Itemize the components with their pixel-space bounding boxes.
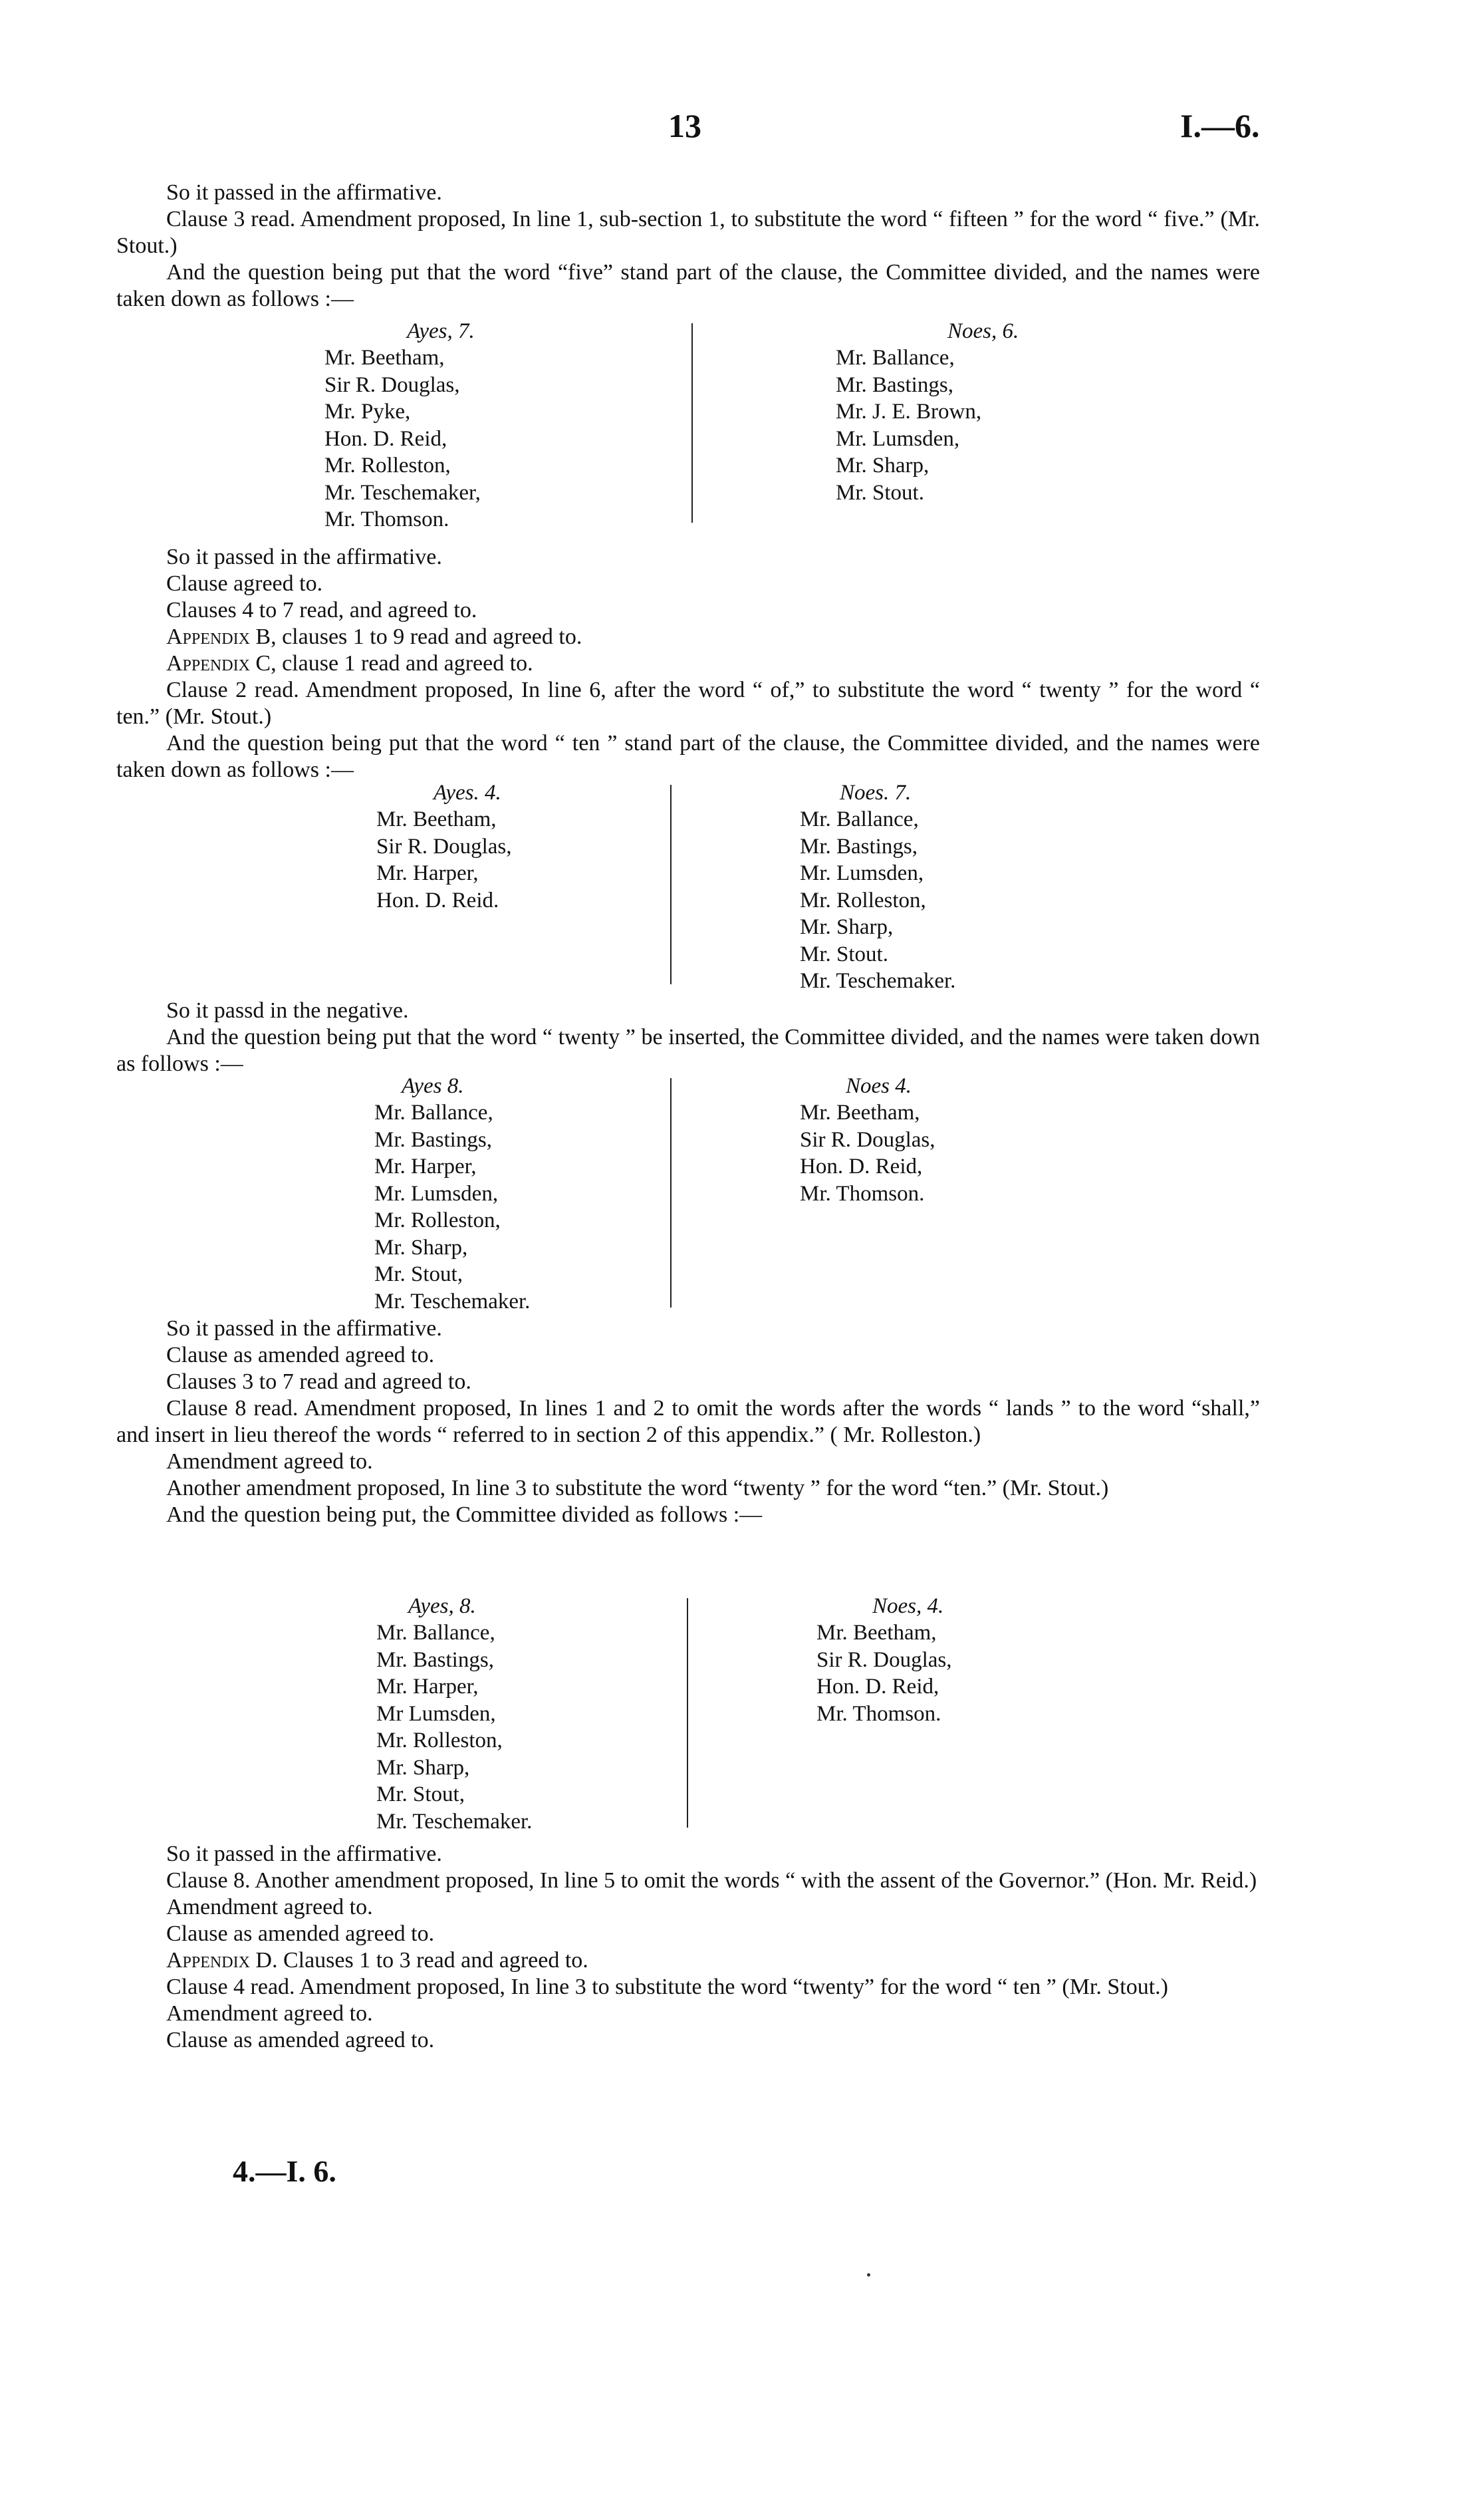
noes-names [800, 806, 955, 995]
paragraph: So it passed in the affirmative. [166, 1316, 442, 1341]
section-1 [116, 180, 1260, 313]
member-name: Mr. Harper, [376, 861, 479, 885]
appendix-text: B, clauses 1 to 9 read and agreed to. [249, 625, 582, 649]
member-name: Mr. Bastings, [836, 372, 953, 397]
paragraph: And the question being put, the Committee divided as follows :— [166, 1502, 763, 1527]
appendix-label: Appendix [166, 1948, 250, 1973]
member-name: Mr. Ballance, [374, 1101, 493, 1125]
member-name: Mr. Thomson. [816, 1701, 941, 1726]
member-name: Mr. Bastings, [374, 1127, 492, 1152]
appendix-text: C, clause 1 read and agreed to. [249, 651, 533, 676]
paragraph [116, 650, 1260, 677]
member-name: Mr. Beetham, [800, 1101, 920, 1125]
paper-reference: I.—6. [1180, 107, 1260, 144]
division-list-1 [0, 318, 1484, 531]
member-name: Mr. Lumsden, [374, 1181, 499, 1206]
noes-column [846, 1073, 912, 1100]
ayes-names [376, 806, 512, 914]
ayes-heading: Ayes, 8. [408, 1594, 476, 1618]
column-divider [691, 323, 693, 523]
page-number: 13 [668, 107, 701, 144]
member-name: Mr. Rolleston, [800, 888, 926, 912]
paragraph: Clause as amended agreed to. [166, 1343, 435, 1367]
member-name: Mr. Teschemaker. [374, 1289, 531, 1314]
paragraph: Clause 2 read. Amendment proposed, In line 6, after the word “ of,” to substitute the word “ twenty ” for the word “ ten.” (Mr. Stout.) [116, 678, 1260, 729]
noes-heading: Noes. 7. [840, 781, 912, 805]
noes-column [840, 779, 911, 807]
member-name: Mr. J. E. Brown, [836, 400, 982, 424]
member-name: Mr. Lumsden, [800, 861, 924, 885]
paragraph: Clause agreed to. [166, 571, 323, 596]
noes-names [816, 1619, 952, 1727]
noes-heading: Noes 4. [846, 1074, 912, 1098]
paragraph: And the question being put that the word “ ten ” stand part of the clause, the Committee divided, and the names were taken down as follows :— [116, 731, 1260, 782]
noes-names [800, 1099, 935, 1207]
section-4 [116, 1316, 1260, 1528]
member-name: Mr. Sharp, [836, 454, 929, 478]
paragraph: Clause 3 read. Amendment proposed, In line 1, sub-section 1, to substitute the word “ fifteen ” for the word “ five.” (Mr. Stout.) [116, 207, 1260, 258]
member-name: Sir R. Douglas, [800, 1127, 935, 1152]
member-name: Mr. Harper, [374, 1155, 477, 1179]
paragraph: Clause as amended agreed to. [166, 2028, 435, 2052]
member-name: Mr. Teschemaker, [324, 480, 481, 505]
paragraph: Clause 8 read. Amendment proposed, In lines 1 and 2 to omit the words after the words “ lands ” to the word “shall,” and insert in lieu thereof the words “ referred to in section 2 of this appendix.” ( Mr. Rolleston.) [116, 1396, 1260, 1447]
column-divider [670, 1078, 672, 1308]
paragraph: Clause as amended agreed to. [166, 1921, 435, 1946]
member-name: Mr Lumsden, [376, 1701, 496, 1726]
member-name: Mr. Thomson. [800, 1181, 925, 1206]
member-name: Mr. Sharp, [374, 1235, 468, 1260]
ayes-names [376, 1619, 532, 1835]
printer-signature: 4.—I. 6. [233, 2154, 336, 2188]
noes-heading: Noes, 6. [947, 319, 1019, 343]
paragraph: So it passed in the affirmative. [166, 1842, 442, 1866]
member-name: Sir R. Douglas, [324, 372, 460, 397]
section-3 [116, 998, 1260, 1077]
page-header [0, 100, 1484, 153]
member-name: Mr. Lumsden, [836, 426, 960, 451]
member-name: Hon. D. Reid, [816, 1675, 939, 1699]
paragraph: Clauses 4 to 7 read, and agreed to. [166, 598, 477, 623]
member-name: Mr. Stout, [374, 1262, 463, 1286]
member-name: Mr. Sharp, [800, 915, 894, 939]
ayes-names [324, 345, 481, 533]
appendix-label: Appendix [166, 625, 250, 649]
member-name: Mr. Rolleston, [374, 1208, 501, 1232]
division-list-4 [0, 1593, 1484, 1832]
section-2 [116, 544, 1260, 783]
member-name: Mr. Ballance, [836, 346, 955, 370]
paragraph [116, 1947, 1260, 1974]
ayes-column [407, 318, 475, 345]
member-name: Mr. Sharp, [376, 1755, 470, 1780]
ayes-heading: Ayes, 7. [407, 319, 475, 343]
section-5 [116, 1841, 1260, 2054]
division-list-2 [0, 779, 1484, 992]
paragraph: Clause 4 read. Amendment proposed, In line 3 to substitute the word “twenty” for the word “ ten ” (Mr. Stout.) [166, 1975, 1169, 1999]
ayes-column [433, 779, 501, 807]
member-name: Mr. Beetham, [324, 346, 445, 370]
member-name: Mr. Beetham, [376, 807, 497, 831]
appendix-text: D. Clauses 1 to 3 read and agreed to. [249, 1948, 588, 1973]
paragraph: Amendment agreed to. [166, 1449, 373, 1474]
ayes-heading: Ayes 8. [402, 1074, 464, 1098]
print-speck [867, 2273, 870, 2277]
member-name: Mr. Bastings, [800, 834, 918, 859]
member-name: Hon. D. Reid, [324, 426, 447, 451]
member-name: Mr. Thomson. [324, 507, 449, 531]
ayes-heading: Ayes. 4. [433, 781, 501, 805]
column-divider [687, 1598, 688, 1828]
noes-names [836, 345, 981, 506]
division-list-3 [0, 1073, 1484, 1312]
member-name: Mr. Teschemaker. [376, 1809, 533, 1834]
column-divider [670, 785, 672, 984]
paragraph: Amendment agreed to. [166, 1895, 373, 1919]
member-name: Mr. Stout. [800, 942, 888, 966]
ayes-names [374, 1099, 530, 1315]
paragraph: Clauses 3 to 7 read and agreed to. [166, 1369, 471, 1394]
paragraph: Amendment agreed to. [166, 2001, 373, 2026]
member-name: Mr. Teschemaker. [800, 969, 956, 993]
paragraph: And the question being put that the word “ twenty ” be inserted, the Committee divided, and the names were taken down as follows :— [116, 1025, 1260, 1076]
ayes-column [408, 1593, 476, 1620]
member-name: Mr. Stout. [836, 480, 924, 505]
member-name: Mr. Beetham, [816, 1621, 937, 1645]
member-name: Mr. Ballance, [376, 1621, 495, 1645]
member-name: Sir R. Douglas, [376, 834, 512, 859]
paragraph: So it passed in the affirmative. [166, 180, 442, 205]
member-name: Mr. Harper, [376, 1675, 479, 1699]
member-name: Hon. D. Reid, [800, 1155, 923, 1179]
member-name: Mr. Rolleston, [324, 454, 451, 478]
member-name: Mr. Pyke, [324, 400, 411, 424]
member-name: Mr. Bastings, [376, 1647, 494, 1672]
member-name: Sir R. Douglas, [816, 1647, 952, 1672]
member-name: Mr. Stout, [376, 1782, 465, 1806]
noes-column [872, 1593, 943, 1620]
paragraph [116, 624, 1260, 650]
paragraph: So it passed in the affirmative. [166, 545, 442, 569]
appendix-label: Appendix [166, 651, 250, 676]
noes-column [947, 318, 1019, 345]
paragraph: Clause 8. Another amendment proposed, In line 5 to omit the words “ with the assent of the Governor.” (Hon. Mr. Reid.) [166, 1868, 1257, 1893]
member-name: Hon. D. Reid. [376, 888, 499, 912]
paragraph: So it passd in the negative. [166, 998, 409, 1023]
member-name: Mr. Rolleston, [376, 1729, 503, 1752]
ayes-column [402, 1073, 463, 1100]
paragraph: And the question being put that the word “five” stand part of the clause, the Committee divided, and the names were taken down as follows :— [116, 260, 1260, 311]
noes-heading: Noes, 4. [872, 1594, 944, 1618]
member-name: Mr. Ballance, [800, 807, 919, 831]
paragraph: Another amendment proposed, In line 3 to substitute the word “twenty ” for the word “ten.” (Mr. Stout.) [166, 1476, 1109, 1500]
